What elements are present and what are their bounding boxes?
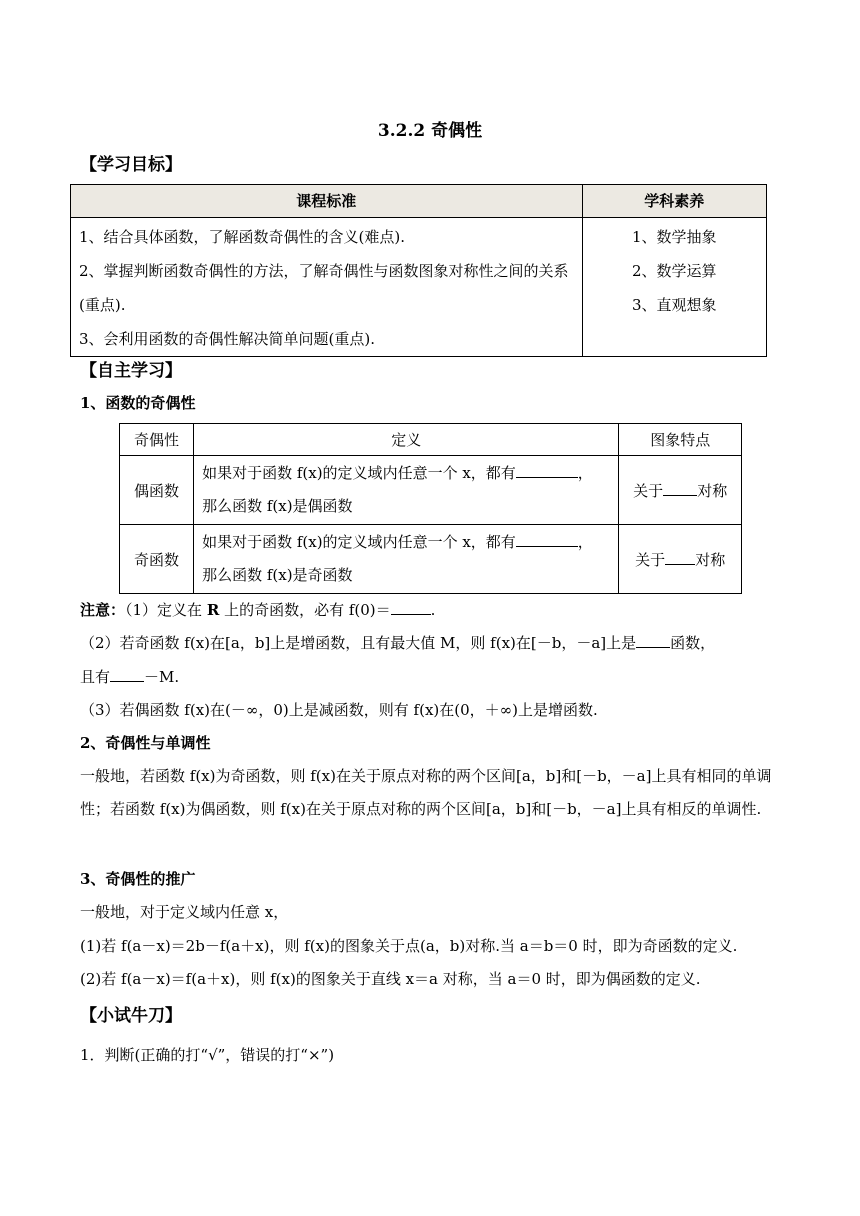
standard-item: 2、掌握判断函数奇偶性的方法，了解奇偶性与函数图象对称性之间的关系(重点). [79, 262, 569, 314]
answer-blank[interactable] [636, 647, 670, 648]
paragraph-monotonicity: 一般地，若函数 f(x)为奇函数，则 f(x)在关于原点对称的两个区间[a，b]和[－b，－a]上具有相同的单调性；若函数 f(x)为偶函数，则 f(x)在关于原点对称的两个区间[a，b]和[－b，－a]上具有相反的单调性. [80, 767, 772, 818]
standard-item: 1、结合具体函数，了解函数奇偶性的含义(难点). [79, 228, 406, 246]
feature-odd: 关于 对称 [619, 525, 742, 594]
header-literacy: 学科素养 [582, 185, 767, 218]
answer-blank[interactable] [110, 681, 144, 682]
answer-blank[interactable] [516, 546, 578, 547]
question-1: 1．判断(正确的打“√”，错误的打“×”) [80, 1046, 335, 1064]
subheading-generalization: 3、奇偶性的推广 [80, 870, 196, 888]
header-standards: 课程标准 [71, 185, 583, 218]
definition-odd: 如果对于函数 f(x)的定义域内任意一个 x，都有 ， 那么函数 f(x)是奇函数 [194, 525, 619, 594]
section-heading-practice: 【小试牛刀】 [80, 1006, 182, 1026]
parity-table [119, 423, 742, 594]
standard-item: 3、会利用函数的奇偶性解决简单问题(重点). [79, 330, 376, 348]
page-title: 3.2.2 奇偶性 [377, 121, 483, 141]
section-heading-self-study: 【自主学习】 [80, 361, 182, 381]
literacy-item: 2、数学运算 [631, 262, 717, 280]
literacy-item: 3、直观想象 [631, 296, 717, 314]
header-graph-feature: 图象特点 [619, 424, 742, 456]
section-heading-goals: 【学习目标】 [80, 155, 182, 175]
answer-blank[interactable] [391, 614, 431, 615]
note-3: （3）若偶函数 f(x)在(－∞，0)上是减函数，则有 f(x)在(0，＋∞)上是增函数. [80, 701, 598, 719]
generalization-intro: 一般地，对于定义域内任意 x， [80, 903, 289, 921]
definition-even: 如果对于函数 f(x)的定义域内任意一个 x，都有 ， 那么函数 f(x)是偶函数 [194, 456, 619, 525]
literacy-cell [582, 218, 767, 357]
note-1: 注意：（1）定义在 R 上的奇函数，必有 f(0)＝ . [80, 601, 436, 619]
answer-blank[interactable] [663, 495, 697, 496]
header-definition: 定义 [194, 424, 619, 456]
goals-table [70, 184, 767, 357]
note-2: （2）若奇函数 f(x)在[a，b]上是增函数，且有最大值 M，则 f(x)在[－b，－a]上是 函数， [80, 634, 716, 652]
row-name-even: 偶函数 [120, 456, 194, 525]
header-parity: 奇偶性 [120, 424, 194, 456]
answer-blank[interactable] [516, 477, 578, 478]
answer-blank[interactable] [665, 564, 695, 565]
subheading-monotonicity: 2、奇偶性与单调性 [80, 734, 211, 752]
note-2-cont: 且有 －M. [80, 668, 180, 686]
standards-cell [71, 218, 583, 357]
feature-even: 关于 对称 [619, 456, 742, 525]
subheading-parity: 1、函数的奇偶性 [80, 394, 196, 412]
generalization-item-1: (1)若 f(a－x)＝2b－f(a＋x)，则 f(x)的图象关于点(a，b)对称.当 a＝b＝0 时，即为奇函数的定义. [80, 937, 738, 955]
literacy-item: 1、数学抽象 [631, 228, 717, 246]
generalization-item-2: (2)若 f(a－x)＝f(a＋x)，则 f(x)的图象关于直线 x＝a 对称，当 a＝0 时，即为偶函数的定义. [80, 970, 701, 988]
row-name-odd: 奇函数 [120, 525, 194, 594]
